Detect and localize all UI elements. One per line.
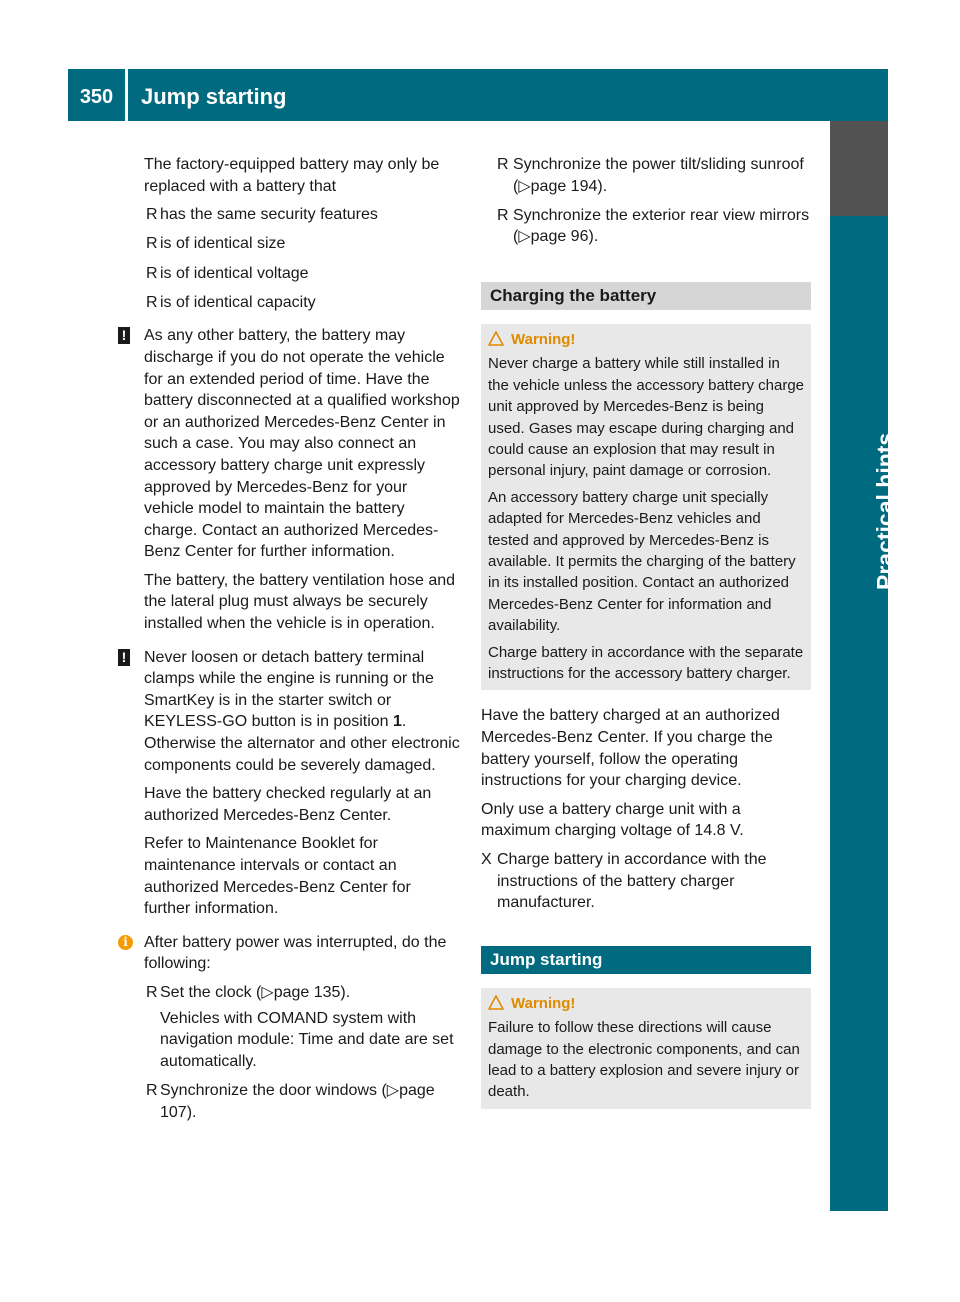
warning-box xyxy=(481,988,811,1109)
body-text: Have the battery charged at an authorized Mercedes-Benz Center. If you charge the battery yourself, follow the operating instructions for your charging device. xyxy=(481,707,780,790)
info-icon: i xyxy=(118,935,133,950)
info-note xyxy=(118,932,460,975)
list-item-text: is of identical size xyxy=(160,235,286,253)
warning-box xyxy=(481,324,811,691)
bullet-marker: R xyxy=(146,235,158,253)
right-column xyxy=(481,154,811,1124)
caution-text: Never loosen or detach battery terminal clamps while the engine is running or the SmartKey is in the starter switch or KEYLESS-GO button is in position 1. Otherwise the alternator and other electronic components could be severely damaged. xyxy=(144,648,460,774)
warning-title: Warning! xyxy=(488,329,804,350)
comand-text: Vehicles with COMAND system with navigation module: Time and date are set automatically. xyxy=(160,1009,454,1070)
step-arrow-icon: X xyxy=(481,851,492,869)
warning-text: Failure to follow these directions will cause damage to the electronic components, and can lead to a battery explosion and severe injury or death. xyxy=(488,1019,800,1101)
caution-note xyxy=(118,325,460,634)
page-ref-icon: ▷ xyxy=(518,177,531,195)
header-divider xyxy=(125,69,128,121)
sidebar-label: Practical hints xyxy=(872,432,898,590)
caution-text: As any other battery, the battery may discharge if you do not operate the vehicle for an extended period of time. Have the battery disconnected at a qualified workshop or an authorized Mercedes-Benz Center in such a case. You may also connect an accessory battery charge unit expressly approved by Mercedes-Benz for your vehicle model to maintain the battery charge. Contact an authorized Mercedes-Benz Center for further information. xyxy=(144,327,460,561)
list-item: R Synchronize the door windows (▷page 107). xyxy=(146,1082,435,1121)
left-column xyxy=(118,154,460,1131)
instruction-step: X Charge battery in accordance with the instructions of the battery charger manufacturer. xyxy=(481,851,767,912)
list-item xyxy=(118,233,460,255)
caution-icon: ! xyxy=(118,327,130,344)
page-title: Jump starting xyxy=(141,84,287,109)
intro-text: The factory-equipped battery may only be replaced with a battery that xyxy=(144,156,440,195)
warning-text: Never charge a battery while still installed in the vehicle unless the accessory battery charge unit approved by Mercedes-Benz is being used. Gases may escape during charging and could cause an explosion that may result in personal injury, paint damage or corrosion. xyxy=(488,355,805,480)
sidebar-section xyxy=(842,235,898,595)
list-item-text: has the same security features xyxy=(160,206,378,224)
list-item-text: is of identical capacity xyxy=(160,293,316,311)
page-ref-icon: ▷ xyxy=(386,1082,400,1100)
page-ref-icon: ▷ xyxy=(518,228,531,246)
bullet-marker: R xyxy=(146,293,158,311)
page-ref-link[interactable]: page 96 xyxy=(530,228,589,246)
warning-title: Warning! xyxy=(488,993,804,1014)
bullet-marker: R xyxy=(497,156,509,173)
page-ref-link[interactable]: page 107 xyxy=(160,1082,435,1121)
caution-text: Refer to Maintenance Booklet for maintenance intervals or contact an authorized Mercedes-Benz Center for further information. xyxy=(144,835,411,918)
warning-text: An accessory battery charge unit specially adapted for Mercedes-Benz vehicles and tested and approved by Mercedes-Benz is available. It permits the charging of the battery in its installed position. Contact an authorized Mercedes-Benz Center for information and availability. xyxy=(488,488,796,635)
list-item-text: is of identical voltage xyxy=(160,264,309,282)
caution-note xyxy=(118,647,460,920)
bullet-marker: R xyxy=(146,1082,158,1100)
list-item: R Synchronize the exterior rear view mirrors (▷page 96). xyxy=(497,206,810,246)
list-item xyxy=(118,204,460,226)
section-heading-charging: Charging the battery xyxy=(481,282,811,310)
warning-text: Charge battery in accordance with the separate instructions for the accessory battery charger. xyxy=(488,643,804,683)
sidebar-tab-marker xyxy=(830,121,888,216)
warning-triangle-icon xyxy=(488,331,504,346)
caution-text: Have the battery checked regularly at an authorized Mercedes-Benz Center. xyxy=(144,785,432,824)
body-text: Only use a battery charge unit with a maximum charging voltage of 14.8 V. xyxy=(481,800,744,840)
key-position: 1 xyxy=(393,713,402,731)
page-ref-icon: ▷ xyxy=(261,983,274,1001)
caution-icon: ! xyxy=(118,649,130,666)
page-ref-link[interactable]: page 135 xyxy=(273,983,341,1001)
bullet-marker: R xyxy=(146,264,158,282)
section-heading-jump-starting: Jump starting xyxy=(481,946,811,974)
info-text: After battery power was interrupted, do the following: xyxy=(144,933,447,973)
warning-triangle-icon xyxy=(488,995,504,1010)
list-item: R Set the clock (▷page 135). xyxy=(118,982,460,1004)
page-number: 350 xyxy=(79,86,114,108)
list-item: R Synchronize the power tilt/sliding sunroof (▷page 194). xyxy=(497,156,804,195)
list-item xyxy=(118,263,460,285)
list-item xyxy=(118,292,460,314)
bullet-marker: R xyxy=(146,206,158,224)
bullet-marker: R xyxy=(497,206,509,224)
caution-text: The battery, the battery ventilation hose and the lateral plug must always be securely installed when the vehicle is in operation. xyxy=(144,571,456,633)
bullet-marker: R xyxy=(146,983,158,1001)
page-ref-link[interactable]: page 194 xyxy=(530,177,598,195)
